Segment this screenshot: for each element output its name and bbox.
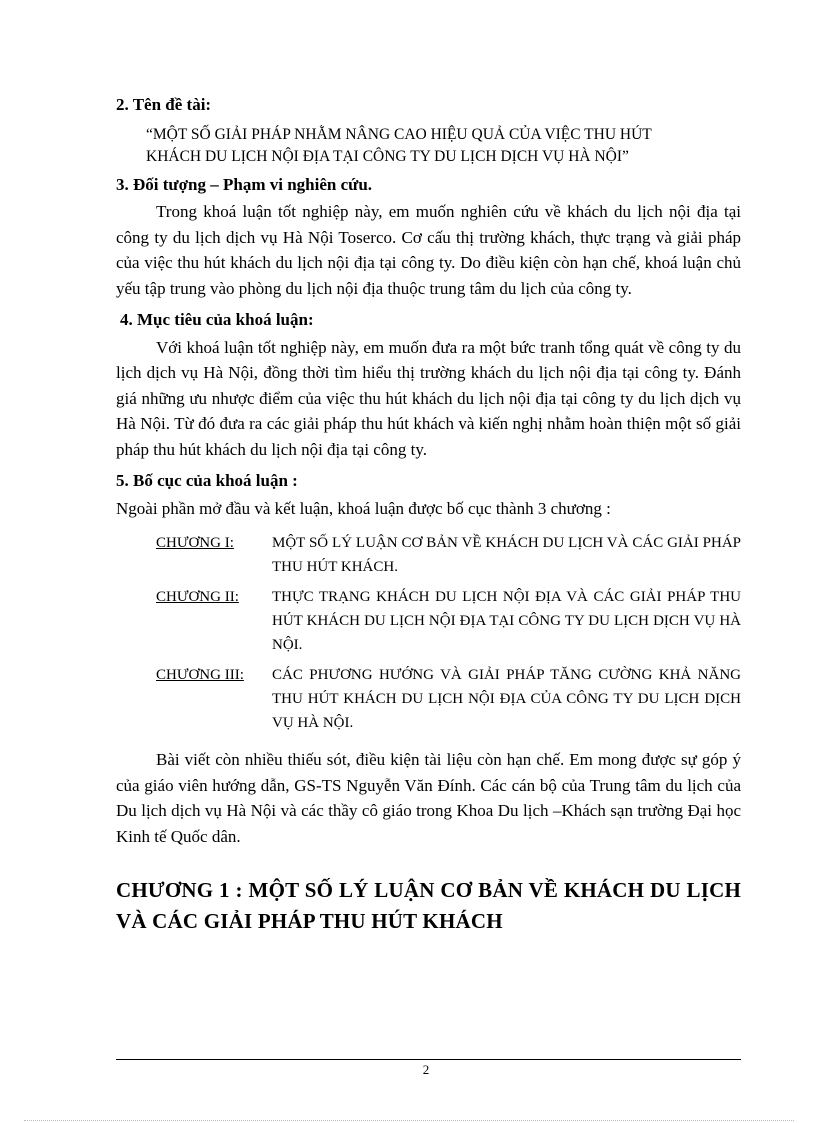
objectives-paragraph: Với khoá luận tốt nghiệp này, em muốn đưa ra một bức tranh tổng quát về công ty du lịch dịch vụ Hà Nội, đồng thời tìm hiểu thị trường khách du lịch nội địa tại công ty. Đánh giá những ưu nhược điểm của việc thu hút khách du lịch nội địa tại công ty du lịch dịch vụ Hà Nội. Từ đó đưa ra các giải pháp thu hút khách và kiến nghị nhằm hoàn thiện một số giải pháp thu hút khách du lịch nội địa tại công ty.: [116, 337, 741, 459]
chapter-description: MỘT SỐ LÝ LUẬN CƠ BẢN VỀ KHÁCH DU LỊCH VÀ CÁC GIẢI PHÁP THU HÚT KHÁCH.: [272, 535, 741, 575]
chapter-description: CÁC PHƯƠNG HƯỚNG VÀ GIẢI PHÁP TĂNG CƯỜNG KHẢ NĂNG THU HÚT KHÁCH DU LỊCH NỘI ĐỊA CỦA CÔNG TY DU LỊCH DỊCH VỤ HÀ NỘI.: [272, 667, 741, 731]
document-page: [116, 92, 741, 937]
section-heading-objectives: 4. Mục tiêu của khoá luận:: [120, 310, 314, 329]
chapter-description: THỰC TRẠNG KHÁCH DU LỊCH NỘI ĐỊA VÀ CÁC GIẢI PHÁP THU HÚT KHÁCH DU LỊCH NỘI ĐỊA TẠI CÔNG TY DU LỊCH DỊCH VỤ HÀ NỘI.: [272, 589, 741, 653]
page-number: 2: [422, 1062, 430, 1077]
section-heading-scope: 3. Đối tượng – Phạm vi nghiên cứu.: [116, 174, 373, 194]
chapter-label: CHƯƠNG II:: [156, 589, 239, 605]
structure-intro: Ngoài phần mở đầu và kết luận, khoá luận được bố cục thành 3 chương :: [116, 498, 611, 518]
page-edge-divider: [24, 1120, 794, 1121]
footer-rule: [116, 1059, 741, 1060]
chapter-item: [156, 585, 741, 657]
closing-paragraph: Bài viết còn nhiều thiếu sót, điều kiện tài liệu còn hạn chế. Em mong được sự góp ý của giáo viên hướng dẫn, GS-TS Nguyễn Văn Đính. Các cán bộ của Trung tâm du lịch của Du lịch dịch vụ Hà Nội và các thầy cô giáo trong Khoa Du lịch –Khách sạn trường Đại học Kinh tế Quốc dân.: [116, 750, 741, 846]
section-heading-topic: 2. Tên đề tài:: [116, 95, 212, 114]
chapter-label: CHƯƠNG III:: [156, 667, 244, 683]
thesis-topic-line-2: KHÁCH DU LỊCH NỘI ĐỊA TẠI CÔNG TY DU LỊCH DỊCH VỤ HÀ NỘI”: [146, 147, 629, 165]
chapter-label: CHƯƠNG I:: [156, 535, 234, 551]
chapter-item: [156, 531, 741, 579]
chapter-title: CHƯƠNG 1 : MỘT SỐ LÝ LUẬN CƠ BẢN VỀ KHÁCH DU LỊCH VÀ CÁC GIẢI PHÁP THU HÚT KHÁCH: [116, 878, 741, 933]
scope-paragraph: Trong khoá luận tốt nghiệp này, em muốn nghiên cứu về khách du lịch nội địa tại công ty du lịch dịch vụ Hà Nội Toserco. Cơ cấu thị trường khách, thực trạng và giải pháp của việc thu hút khách du lịch nội địa tại công ty. Do điều kiện còn hạn chế, khoá luận chủ yếu tập trung vào phòng du lịch nội địa thuộc trung tâm du lịch của công ty.: [116, 202, 741, 298]
thesis-topic-line-1: “MỘT SỐ GIẢI PHÁP NHẰM NÂNG CAO HIỆU QUẢ CỦA VIỆC THU HÚT: [146, 125, 652, 143]
chapter-item: [156, 663, 741, 735]
section-heading-structure: 5. Bố cục của khoá luận :: [116, 471, 298, 490]
thesis-topic: [146, 124, 741, 168]
chapter-list: [156, 531, 741, 735]
